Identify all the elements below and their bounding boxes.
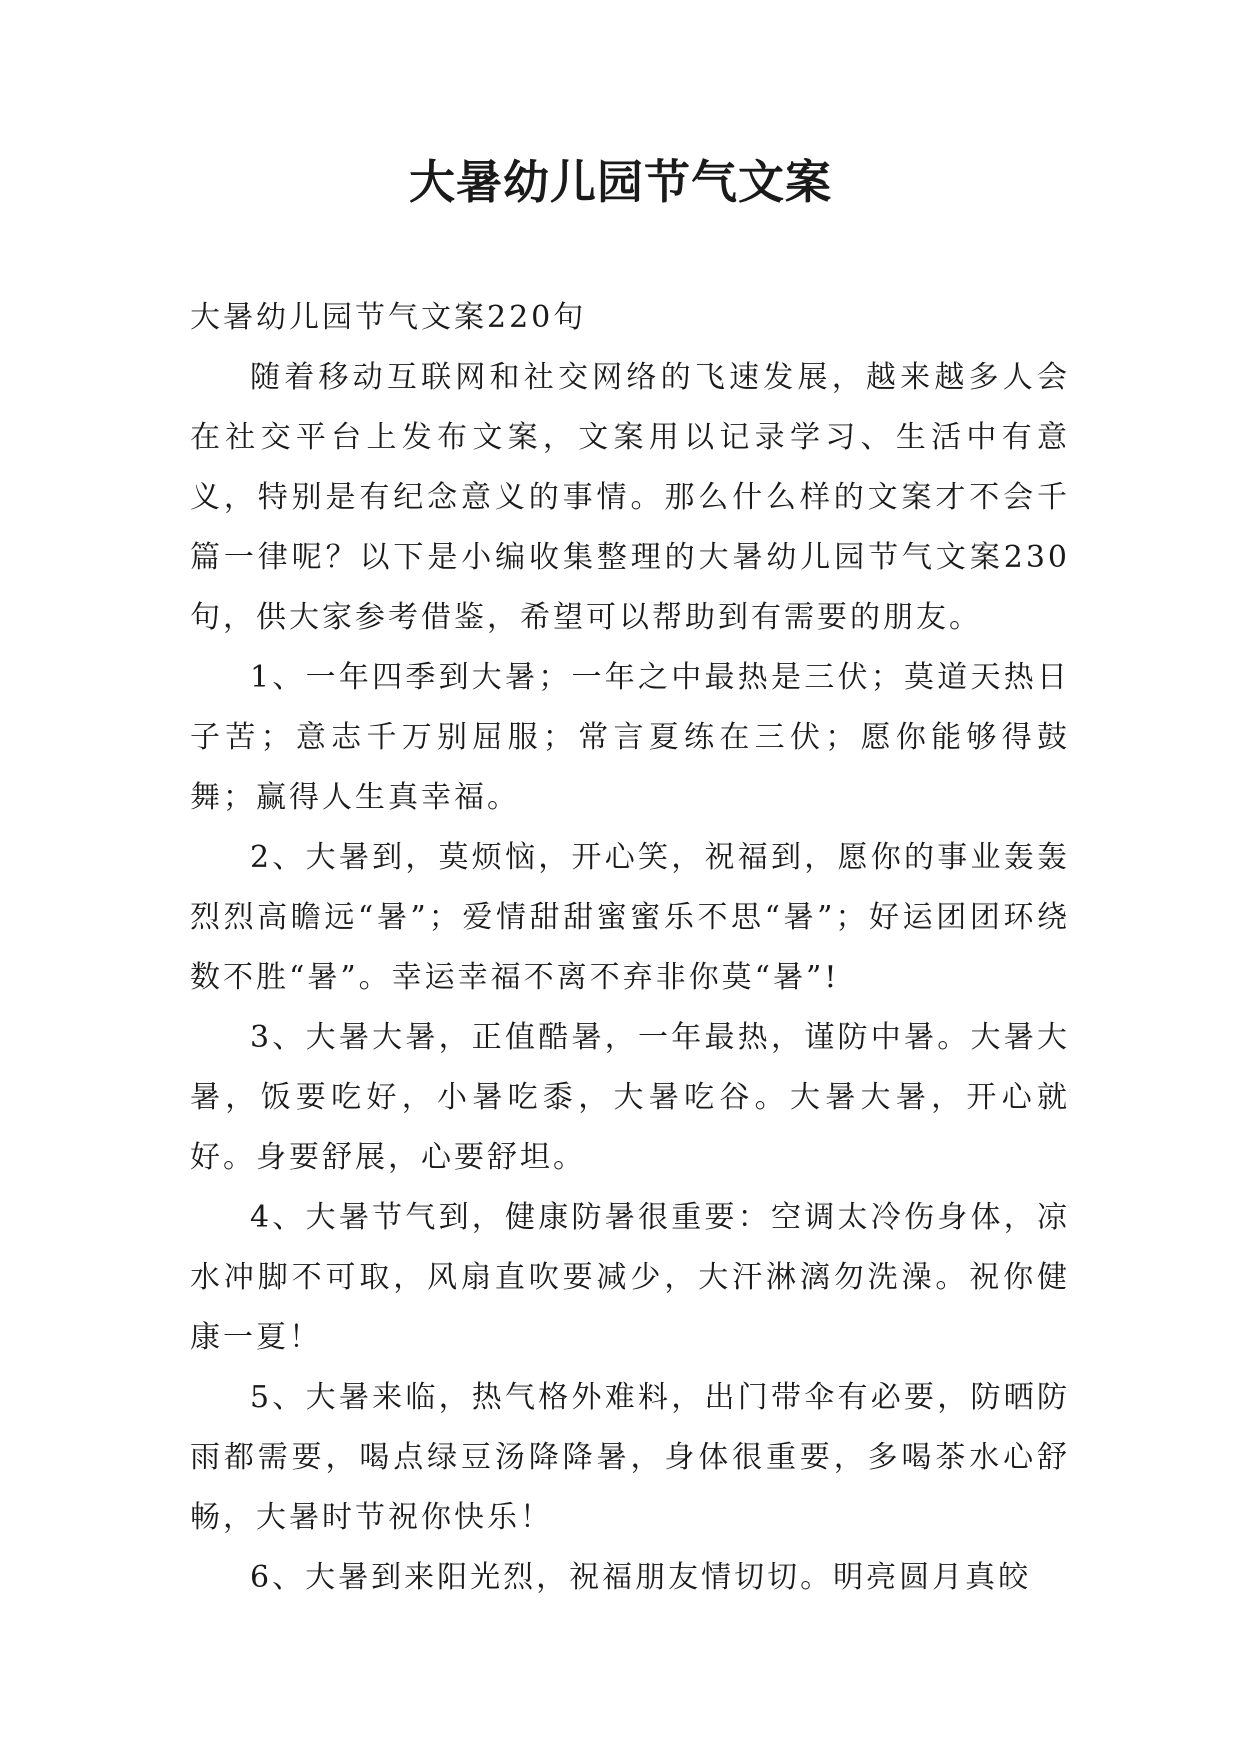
intro-paragraph: 随着移动互联网和社交网络的飞速发展，越来越多人会在社交平台上发布文案，文案用以记录学习、生活中有意义，特别是有纪念意义的事情。那么什么样的文案才不会千篇一律呢？以下是小编收集整理的大暑幼儿园节气文案230句，供大家参考借鉴，希望可以帮助到有需要的朋友。	[190, 360, 1070, 635]
item-paragraph-1: 1、一年四季到大暑；一年之中最热是三伏；莫道天热日子苦；意志千万别屈服；常言夏练在三伏；愿你能够得鼓舞；赢得人生真幸福。	[190, 660, 1070, 815]
item-paragraph-5: 5、大暑来临，热气格外难料，出门带伞有必要，防晒防雨都需要，喝点绿豆汤降降暑，身体很重要，多喝茶水心舒畅，大暑时节祝你快乐！	[190, 1380, 1070, 1535]
document-title: 大暑幼儿园节气文案	[409, 155, 832, 209]
document-body	[190, 288, 1070, 1608]
item-paragraph-6: 6、大暑到来阳光烈，祝福朋友情切切。明亮圆月真皎	[250, 1560, 1032, 1595]
item-paragraph-4: 4、大暑节气到，健康防暑很重要：空调太冷伤身体，凉水冲脚不可取，风扇直吹要减少，大汗淋漓勿洗澡。祝你健康一夏！	[190, 1200, 1070, 1355]
item-paragraph-2: 2、大暑到，莫烦恼，开心笑，祝福到，愿你的事业轰轰烈烈高瞻远“暑”；爱情甜甜蜜蜜乐不思“暑”；好运团团环绕数不胜“暑”。幸运幸福不离不弃非你莫“暑”!	[190, 840, 1070, 995]
item-paragraph-3: 3、大暑大暑，正值酷暑，一年最热，谨防中暑。大暑大暑，饭要吃好，小暑吃黍，大暑吃谷。大暑大暑，开心就好。身要舒展，心要舒坦。	[190, 1020, 1070, 1175]
document-subtitle: 大暑幼儿园节气文案220句	[190, 300, 587, 335]
